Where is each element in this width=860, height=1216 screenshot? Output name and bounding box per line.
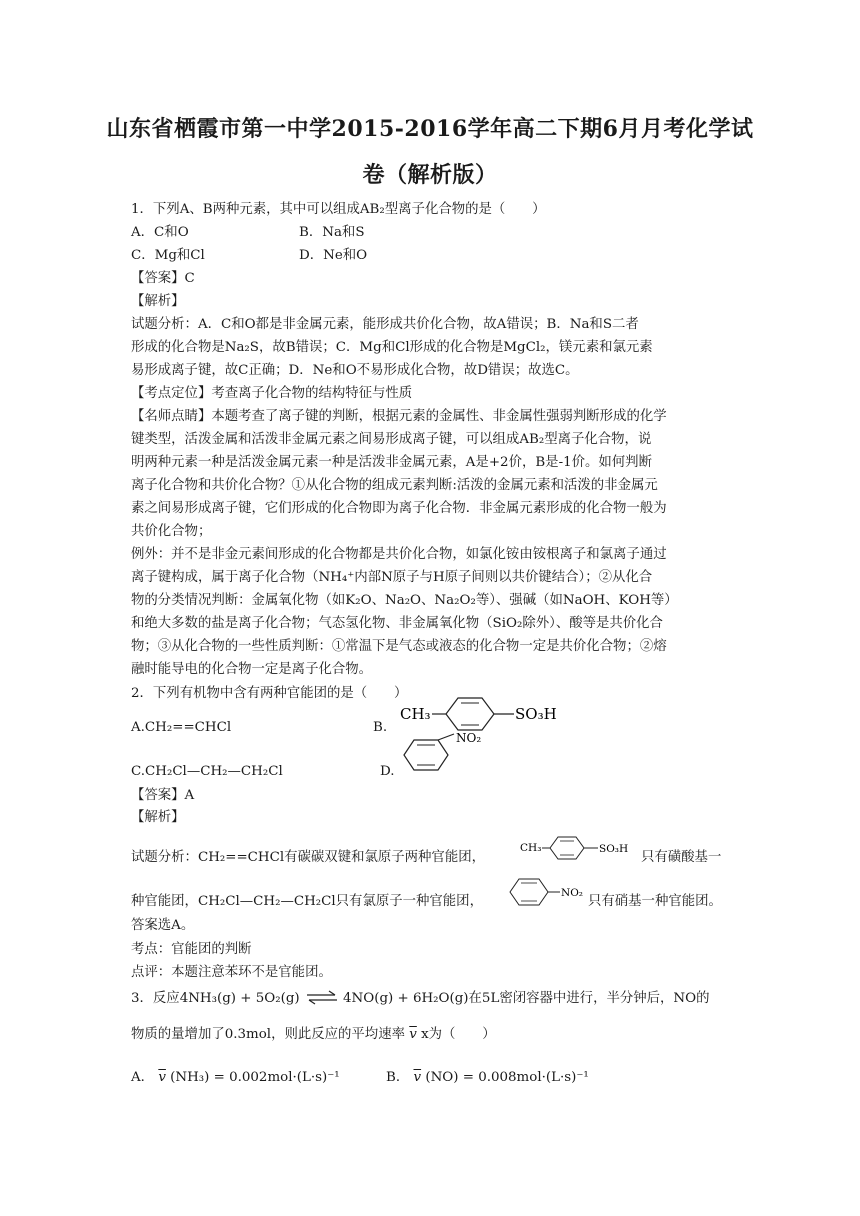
- q3-stem-text: x为（ ）: [421, 1027, 496, 1042]
- q3-option-b-value: (NO) = 0.008mol·(L·s)⁻¹: [425, 1070, 589, 1085]
- q3-stem-text: 物质的量增加了0.3mol，则此反应的平均速率: [131, 1027, 405, 1042]
- no2-label: NO₂: [561, 887, 584, 899]
- q1-mingshi-line: 明两种元素一种是活泼金属元素一种是活泼非金属元素，A是+2价，B是-1价。如何判断: [131, 455, 652, 470]
- q1-mingshi-line: 【名师点睛】本题考查了离子键的判断，根据元素的金属性、非金属性强弱判断形成的化学: [131, 409, 667, 424]
- q1-exception-line: 和绝大多数的盐是离子化合物；气态氢化物、非金属氧化物（SiO₂除外）、酸等是共价化合: [131, 616, 663, 631]
- document-title-line2: 卷（解析版）: [362, 162, 498, 188]
- q2-stem: 2．下列有机物中含有两种官能团的是（ ）: [131, 686, 408, 701]
- q3-option-b-label: B．: [386, 1070, 410, 1085]
- ch3-label: CH₃: [400, 705, 431, 723]
- equilibrium-arrow-icon: [305, 990, 341, 1006]
- so3h-label: SO₃H: [515, 705, 557, 723]
- q1-mingshi-line: 素之间易形成离子键，它们形成的化合物即为离子化合物．非金属元素形成的化合物一般为: [131, 501, 667, 516]
- nitrobenzene-structure-small: [508, 876, 588, 908]
- ch3-label: CH₃: [520, 842, 542, 854]
- q2-analysis-line: 只有磺酸基一: [641, 850, 722, 865]
- q1-analysis-line: 试题分析：A．C和O都是非金属元素，能形成共价化合物，故A错误；B．Na和S二者: [131, 317, 639, 332]
- q1-mingshi-line: 键类型，活泼金属和活泼非金属元素之间易形成离子键，可以组成AB₂型离子化合物，说: [131, 432, 652, 447]
- q2-kaodian: 考点：官能团的判断: [131, 942, 252, 957]
- no2-label: NO₂: [456, 731, 482, 745]
- q1-kaodian: 【考点定位】考查离子化合物的结构特征与性质: [131, 386, 413, 401]
- q3-stem-line2: [131, 1025, 496, 1044]
- q1-answer: 【答案】C: [131, 271, 195, 286]
- q1-exception-line: 物的分类情况判断：金属氧化物（如K₂O、Na₂O、Na₂O₂等）、强碱（如NaOH、KOH等）: [131, 593, 678, 608]
- q3-option-b: [386, 1068, 589, 1087]
- q1-mingshi-line: 离子化合物和共价化合物？①从化合物的组成元素判断:活泼的金属元素和活泼的非金属元: [131, 478, 658, 493]
- q3-stem-part1: 3．反应4NH₃(g) + 5O₂(g): [131, 991, 300, 1006]
- q1-analysis-line: 形成的化合物是Na₂S，故B错误；C．Mg和Cl形成的化合物是MgCl₂，镁元素和氯元素: [131, 340, 653, 355]
- q1-mingshi-line: 共价化合物；: [131, 524, 212, 539]
- q1-stem: 1．下列A、B两种元素，其中可以组成AB₂型离子化合物的是（ ）: [131, 202, 546, 217]
- nitrobenzene-structure: [402, 731, 512, 774]
- q1-analysis-line: 易形成离子键，故C正确；D．Ne和O不易形成化合物，故D错误；故选C。: [131, 363, 579, 378]
- toluenesulfonic-acid-structure: [398, 695, 568, 735]
- average-rate-symbol: v: [158, 1070, 166, 1085]
- q2-analysis-line: 答案选A。: [131, 918, 195, 933]
- so3h-label: SO₃H: [599, 843, 629, 855]
- q2-option-b-label: B.: [373, 720, 388, 735]
- q1-analysis-label: 【解析】: [131, 294, 185, 309]
- q1-exception-line: 物；③从化合物的一些性质判断：①常温下是气态或液态的化合物一定是共价化合物；②熔: [131, 639, 667, 654]
- q2-option-c: C.CH₂Cl—CH₂—CH₂Cl: [131, 764, 283, 779]
- toluenesulfonic-acid-structure-small: [520, 834, 640, 864]
- document-title-line1: 山东省栖霞市第一中学2015-2016学年高二下期6月月考化学试: [106, 116, 754, 142]
- q3-stem-part2: 4NO(g) + 6H₂O(g)在5L密闭容器中进行，半分钟后，NO的: [343, 991, 710, 1006]
- q3-option-a-label: A．: [131, 1070, 155, 1085]
- q2-dianping: 点评：本题注意苯环不是官能团。: [131, 965, 332, 980]
- q2-analysis-line: 种官能团，CH₂Cl—CH₂—CH₂Cl只有氯原子一种官能团，: [131, 894, 483, 909]
- q1-option-b: B．Na和S: [299, 225, 365, 240]
- q2-analysis-line: 只有硝基一种官能团。: [588, 894, 722, 909]
- q1-exception-line: 例外：并不是非金元素间形成的化合物都是共价化合物，如氯化铵由铵根离子和氯离子通过: [131, 547, 667, 562]
- q1-exception-line: 离子键构成，属于离子化合物（NH₄⁺内部N原子与H原子间则以共价键结合）；②从化合: [131, 570, 653, 585]
- q2-option-a: A.CH₂==CHCl: [131, 720, 232, 735]
- q3-option-a: [131, 1068, 340, 1087]
- q1-option-d: D．Ne和O: [299, 248, 368, 263]
- q1-option-c: C．Mg和Cl: [131, 248, 205, 263]
- q1-option-a: A．C和O: [131, 225, 189, 240]
- q3-option-a-value: (NH₃) = 0.002mol·(L·s)⁻¹: [170, 1070, 340, 1085]
- q2-analysis-label: 【解析】: [131, 810, 185, 825]
- average-rate-symbol: v: [409, 1027, 417, 1042]
- q2-answer: 【答案】A: [131, 788, 195, 803]
- average-rate-symbol: v: [413, 1070, 422, 1085]
- q2-option-d-label: D.: [380, 764, 395, 779]
- q2-analysis-line: 试题分析：CH₂==CHCl有碳碳双键和氯原子两种官能团，: [131, 850, 485, 865]
- q1-exception-line: 融时能导电的化合物一定是离子化合物。: [131, 662, 373, 677]
